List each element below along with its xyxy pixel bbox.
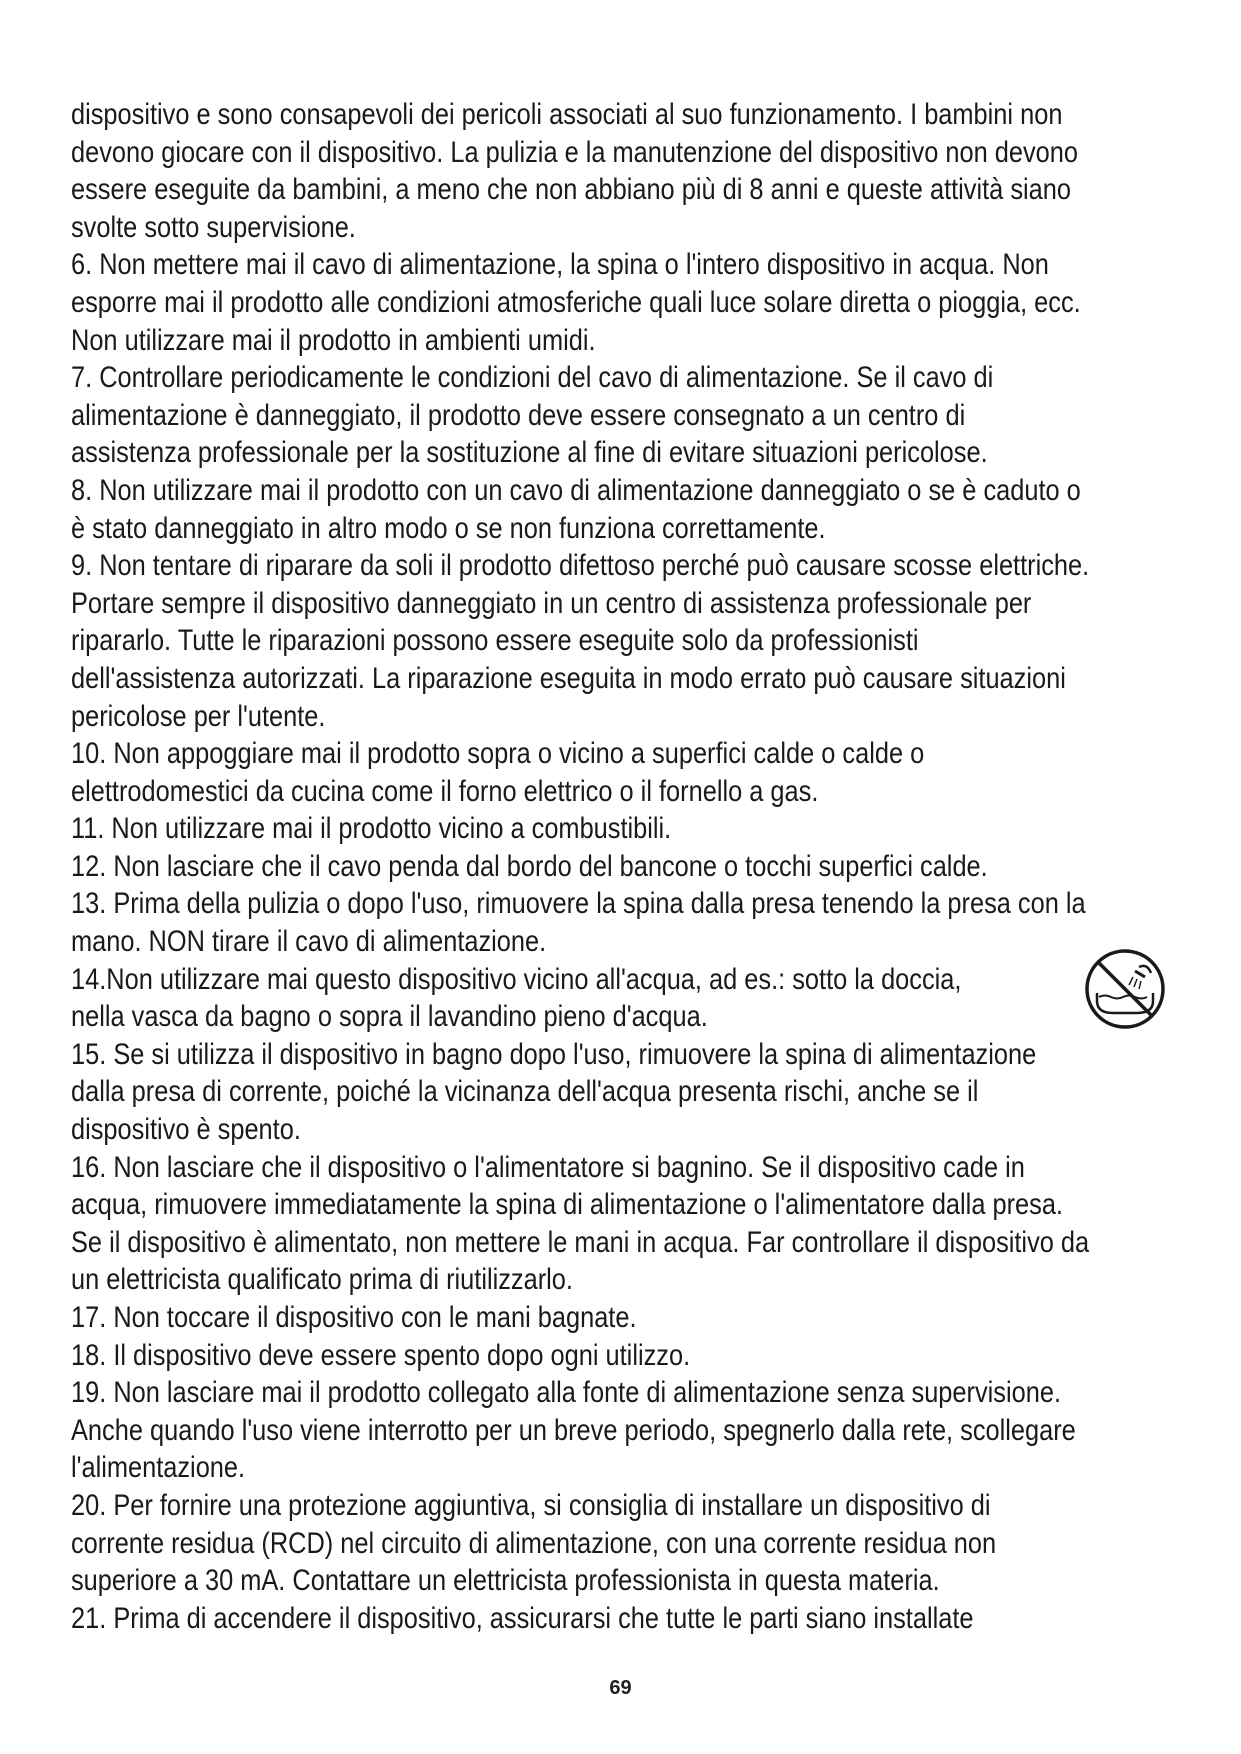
text-line: 9. Non tentare di riparare da soli il prodotto difettoso perché può causare scosse elettriche. <box>71 549 1090 583</box>
text-line: mano. NON tirare il cavo di alimentazione. <box>71 925 547 959</box>
text-line: esporre mai il prodotto alle condizioni atmosferiche quali luce solare diretta o pioggia, ecc. <box>71 285 1081 319</box>
text-line: Portare sempre il dispositivo danneggiato in un centro di assistenza professionale per <box>71 586 1032 620</box>
text-line: 7. Controllare periodicamente le condizioni del cavo di alimentazione. Se il cavo di <box>71 361 994 395</box>
text-line: 17. Non toccare il dispositivo con le mani bagnate. <box>71 1301 637 1334</box>
page-number: 69 <box>609 1677 632 1699</box>
text-line: dispositivo e sono consapevoli dei pericoli associati al suo funzionamento. I bambini non <box>71 98 1063 131</box>
text-line: 21. Prima di accendere il dispositivo, assicurarsi che tutte le parti siano installate <box>71 1601 974 1635</box>
text-line: 13. Prima della pulizia o dopo l'uso, rimuovere la spina dalla presa tenendo la presa con la <box>71 887 1086 921</box>
text-line: 15. Se si utilizza il dispositivo in bagno dopo l'uso, rimuovere la spina di alimentazione <box>71 1037 1037 1071</box>
text-line: elettrodomestici da cucina come il forno elettrico o il fornello a gas. <box>71 774 819 808</box>
text-line: pericolose per l'utente. <box>71 699 326 733</box>
text-line: 6. Non mettere mai il cavo di alimentazione, la spina o l'intero dispositivo in acqua. Non <box>71 248 1049 282</box>
text-line: Non utilizzare mai il prodotto in ambienti umidi. <box>71 323 596 357</box>
text-line: acqua, rimuovere immediatamente la spina di alimentazione o l'alimentatore dalla presa. <box>71 1188 1063 1222</box>
text-line: alimentazione è danneggiato, il prodotto deve essere consegnato a un centro di <box>71 398 966 432</box>
text-line: 14.Non utilizzare mai questo dispositivo vicino all'acqua, ad es.: sotto la doccia, <box>71 962 962 996</box>
text-line: dispositivo è spento. <box>71 1113 301 1147</box>
text-line: 12. Non lasciare che il cavo penda dal bordo del bancone o tocchi superfici calde. <box>71 849 988 883</box>
text-line: superiore a 30 mA. Contattare un elettricista professionista in questa materia. <box>71 1564 940 1598</box>
text-line: 10. Non appoggiare mai il prodotto sopra o vicino a superfici calde o calde o <box>71 737 925 771</box>
text-line: 20. Per fornire una protezione aggiuntiva, si consiglia di installare un dispositivo di <box>71 1488 991 1522</box>
text-line: dalla presa di corrente, poiché la vicinanza dell'acqua presenta rischi, anche se il <box>71 1075 979 1109</box>
text-line: 19. Non lasciare mai il prodotto collegato alla fonte di alimentazione senza supervisione. <box>71 1376 1062 1410</box>
text-line: nella vasca da bagno o sopra il lavandino pieno d'acqua. <box>71 1000 708 1034</box>
text-line: devono giocare con il dispositivo. La pulizia e la manutenzione del dispositivo non devono <box>71 135 1079 169</box>
text-line: corrente residua (RCD) nel circuito di alimentazione, con una corrente residua non <box>71 1526 997 1560</box>
text-line: 18. Il dispositivo deve essere spento dopo ogni utilizzo. <box>71 1338 691 1372</box>
text-line: essere eseguite da bambini, a meno che non abbiano più di 8 anni e queste attività siano <box>71 173 1071 207</box>
manual-page-body <box>71 96 1181 1637</box>
text-line: l'alimentazione. <box>71 1451 246 1485</box>
text-line: 8. Non utilizzare mai il prodotto con un cavo di alimentazione danneggiato o se è caduto o <box>71 473 1081 507</box>
text-line: è stato danneggiato in altro modo o se non funziona correttamente. <box>71 511 826 545</box>
text-line: 11. Non utilizzare mai il prodotto vicino a combustibili. <box>71 812 672 846</box>
no-bath-shower-icon <box>1083 947 1167 1031</box>
text-line: dell'assistenza autorizzati. La riparazione eseguita in modo errato può causare situazioni <box>71 661 1066 695</box>
text-line: un elettricista qualificato prima di riutilizzarlo. <box>71 1263 573 1297</box>
text-line: Se il dispositivo è alimentato, non mettere le mani in acqua. Far controllare il dispositivo da <box>71 1225 1090 1259</box>
text-line: 16. Non lasciare che il dispositivo o l'alimentatore si bagnino. Se il dispositivo cade in <box>71 1150 1025 1184</box>
safety-instructions-text <box>71 96 1180 1637</box>
text-line: svolte sotto supervisione. <box>71 210 356 244</box>
text-line: ripararlo. Tutte le riparazioni possono essere eseguite solo da professionisti <box>71 624 919 658</box>
text-line: Anche quando l'uso viene interrotto per un breve periodo, spegnerlo dalla rete, scollegare <box>71 1413 1076 1447</box>
text-line: assistenza professionale per la sostituzione al fine di evitare situazioni pericolose. <box>71 436 988 470</box>
